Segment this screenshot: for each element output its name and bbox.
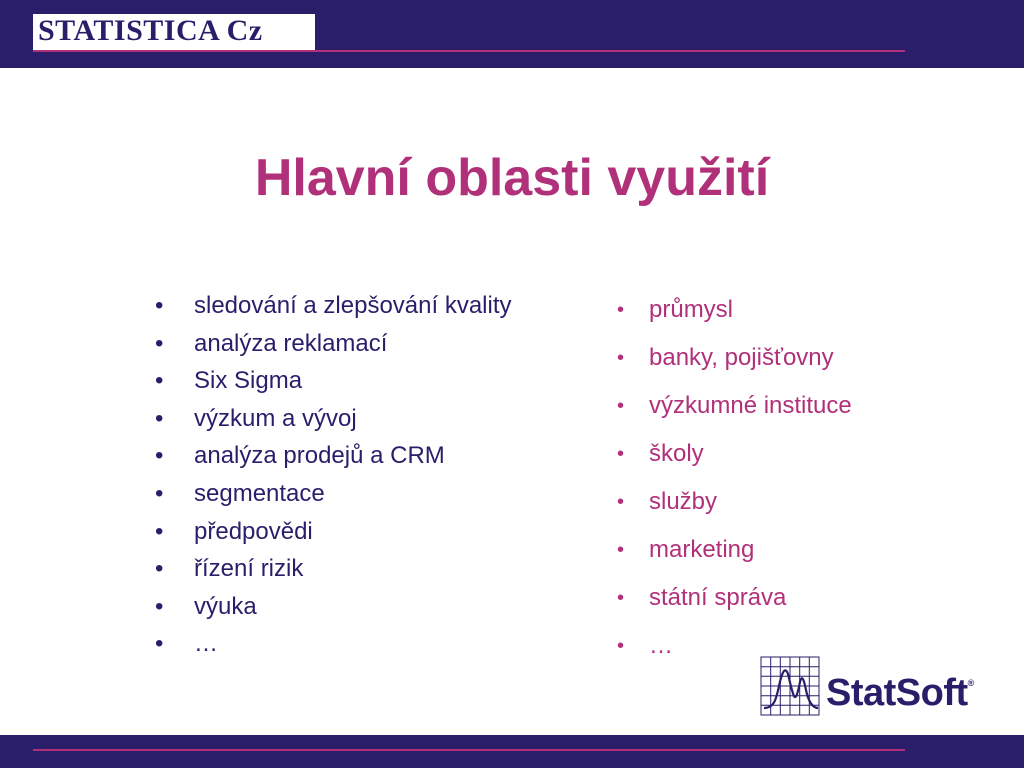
list-item — [155, 362, 512, 400]
list-item-label: řízení rizik — [194, 555, 304, 583]
bullet-icon: • — [155, 479, 164, 507]
list-item — [155, 550, 512, 588]
list-item — [155, 325, 512, 363]
list-item-label: předpovědi — [194, 517, 313, 545]
brand-logo-text: STATISTICA Cz — [38, 14, 263, 47]
list-item — [617, 339, 852, 387]
bullet-icon: • — [155, 329, 164, 357]
list-item-label: sledování a zlepšování kvality — [194, 292, 512, 319]
list-item — [155, 287, 512, 325]
footer-bar — [0, 735, 1024, 768]
bullet-icon: • — [617, 299, 625, 321]
header-rule — [33, 50, 905, 52]
list-item-label: Six Sigma — [194, 367, 303, 395]
distribution-chart-icon — [760, 656, 822, 718]
list-item-label: … — [649, 632, 673, 659]
list-item-label: … — [194, 630, 218, 658]
list-item-label: marketing — [649, 536, 755, 563]
list-item — [155, 625, 512, 663]
list-item — [617, 579, 852, 627]
bullet-icon: • — [155, 442, 164, 470]
bullet-icon: • — [617, 539, 625, 561]
list-item — [617, 291, 852, 339]
bullet-icon: • — [155, 517, 164, 545]
bullet-icon: • — [617, 491, 625, 513]
list-item — [155, 588, 512, 626]
list-item-label: banky, pojišťovny — [649, 344, 834, 371]
bullet-icon: • — [155, 592, 164, 620]
list-item-label: školy — [649, 440, 704, 467]
bullet-icon: • — [617, 443, 625, 465]
list-item-label: výzkum a vývoj — [194, 404, 357, 432]
list-item-label: služby — [649, 488, 718, 515]
bullet-icon: • — [155, 630, 164, 658]
list-item-label: státní správa — [649, 584, 787, 611]
statsoft-logo — [760, 656, 974, 723]
list-item — [155, 513, 512, 551]
right-bullet-list — [617, 291, 852, 675]
list-item-label: segmentace — [194, 479, 325, 507]
header-bar — [0, 0, 1024, 68]
bullet-icon: • — [617, 635, 625, 657]
bullet-icon: • — [155, 292, 164, 319]
bullet-icon: • — [617, 395, 625, 417]
statsoft-name: StatSoft — [826, 672, 968, 714]
list-item — [155, 400, 512, 438]
bullet-icon: • — [155, 404, 164, 432]
bullet-icon: • — [155, 367, 164, 395]
list-item — [155, 437, 512, 475]
bullet-icon: • — [155, 555, 164, 583]
list-item-label: analýza reklamací — [194, 329, 388, 357]
registered-mark: ® — [967, 678, 974, 688]
bullet-icon: • — [617, 587, 625, 609]
list-item — [617, 531, 852, 579]
list-item — [617, 435, 852, 483]
list-item-label: analýza prodejů a CRM — [194, 442, 445, 470]
list-item-label: průmysl — [649, 296, 734, 323]
bullet-icon: • — [617, 347, 625, 369]
slide-title: Hlavní oblasti využití — [254, 149, 770, 207]
statsoft-wordmark — [826, 672, 974, 715]
list-item — [617, 387, 852, 435]
list-item — [617, 483, 852, 531]
footer-rule — [33, 749, 905, 751]
list-item — [155, 475, 512, 513]
list-item-label: výuka — [194, 592, 257, 620]
left-bullet-list — [155, 287, 512, 663]
list-item-label: výzkumné instituce — [649, 392, 852, 419]
